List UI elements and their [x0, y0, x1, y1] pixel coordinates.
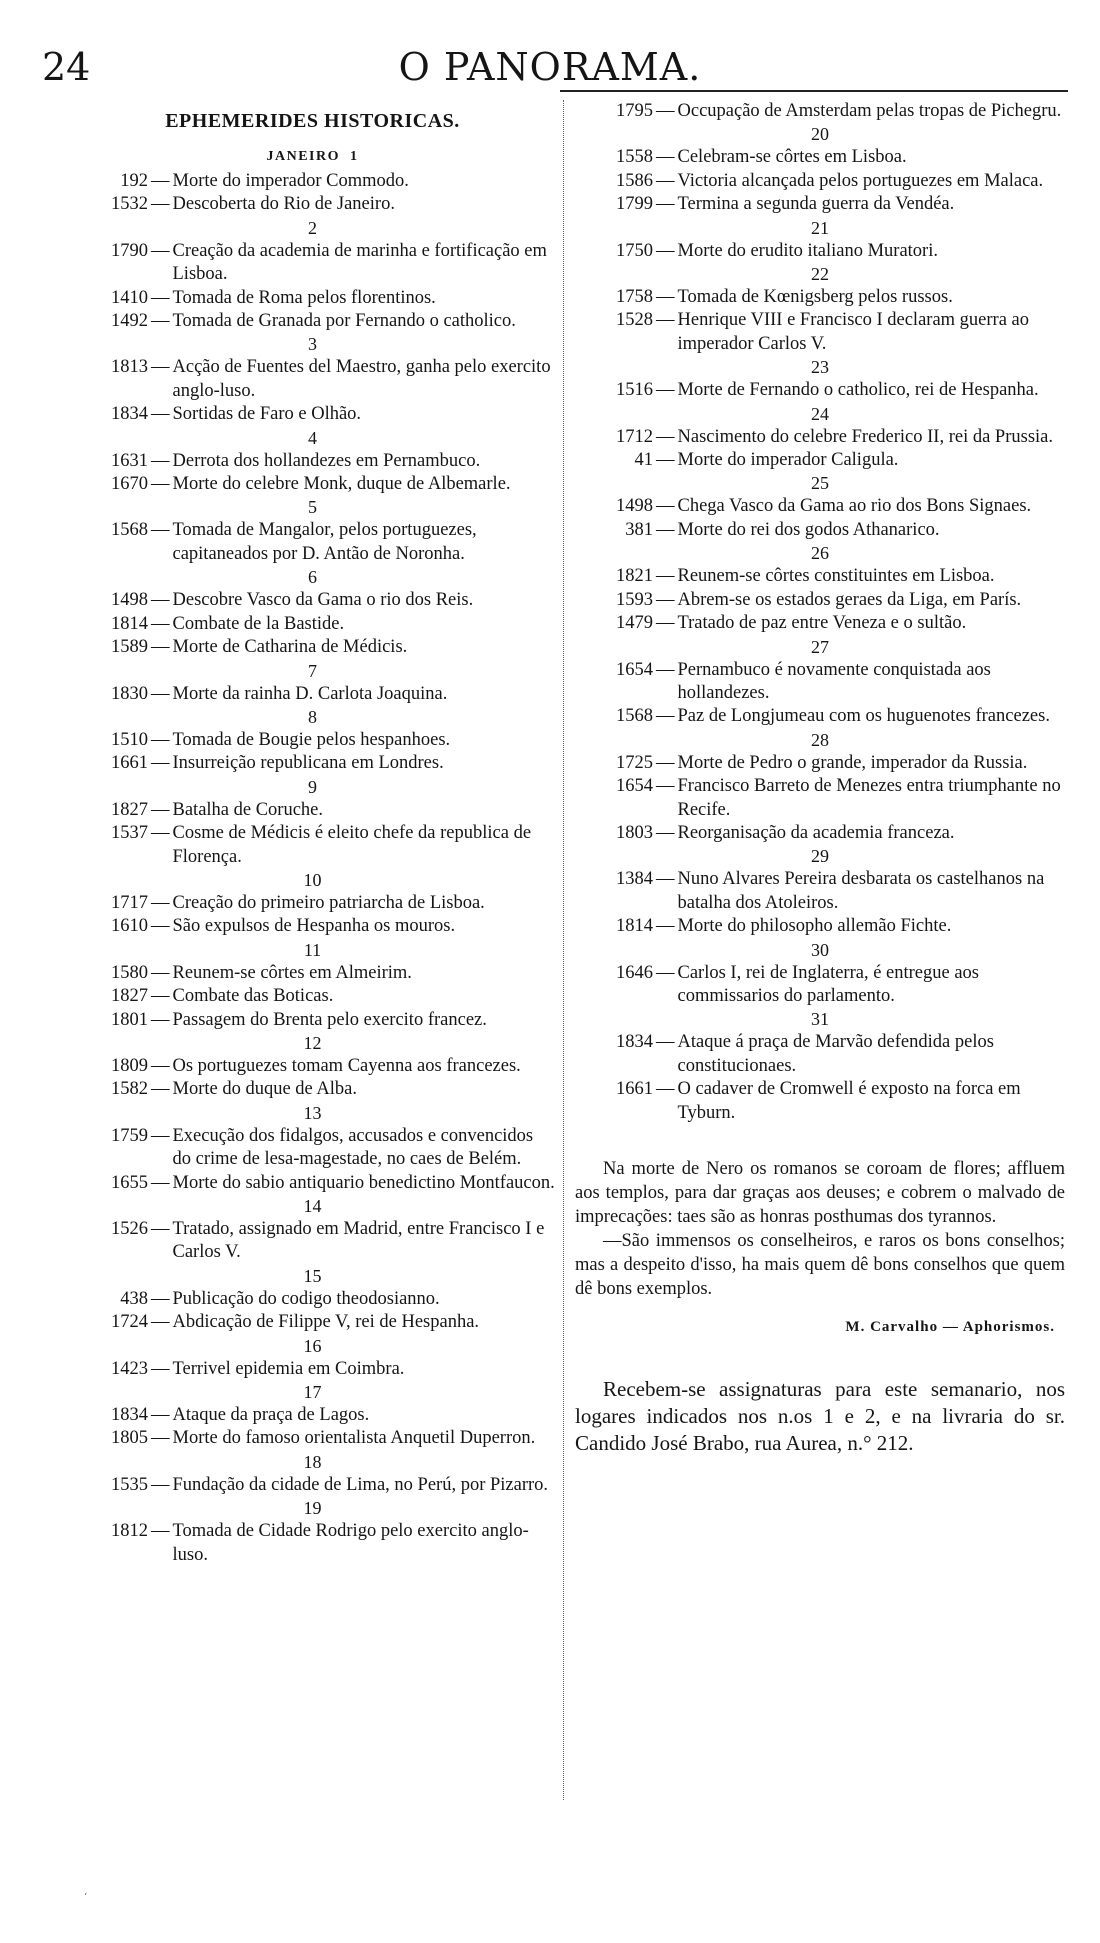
event-text: Morte do sabio antiquario benedictino Montfaucon.: [172, 1172, 555, 1193]
event-entry: [70, 1055, 555, 1078]
event-dash: —: [656, 496, 675, 517]
event-text: Combate de la Bastide.: [172, 613, 345, 634]
event-year: 1801: [111, 1009, 148, 1030]
publication-title: O PANORAMA.: [398, 45, 702, 89]
event-entry: [575, 286, 1065, 309]
event-year: 1758: [616, 287, 653, 308]
day-number: 22: [811, 264, 829, 285]
event-dash: —: [151, 753, 170, 774]
event-entry: [70, 170, 555, 193]
event-year: 1827: [111, 799, 148, 820]
day-number: 23: [811, 357, 829, 378]
event-year: 1712: [616, 426, 653, 447]
event-entry: [575, 449, 1065, 472]
day-number: 14: [303, 1196, 322, 1216]
event-text: Morte de Fernando o catholico, rei de Hespanha.: [677, 380, 1039, 401]
event-text: Abdicação de Filippe V, rei de Hespanha.: [172, 1312, 480, 1333]
event-dash: —: [151, 194, 170, 215]
event-dash: —: [151, 171, 170, 191]
left-column: [70, 108, 555, 1567]
event-entry: [575, 612, 1065, 635]
event-dash: —: [151, 311, 170, 332]
event-dash: —: [151, 799, 170, 820]
event-dash: —: [656, 194, 675, 215]
event-dash: —: [151, 892, 170, 913]
event-dash: —: [151, 590, 170, 611]
event-dash: —: [151, 357, 170, 378]
day-number: 21: [811, 217, 829, 238]
day-number: 28: [811, 729, 829, 750]
event-text: Tomada de Mangalor, pelos portuguezes, capitaneados por D. Antão de Noronha.: [172, 520, 477, 564]
day-number: 6: [308, 567, 317, 588]
event-dash: —: [151, 1219, 170, 1239]
event-year: 1750: [616, 240, 653, 261]
event-entry: [70, 1311, 555, 1334]
event-year: 1654: [616, 776, 653, 797]
event-entry: [70, 1520, 555, 1567]
event-text: Os portuguezes tomam Cayenna aos francezes.: [172, 1055, 521, 1076]
event-entry: [70, 729, 555, 752]
event-text: Descoberta do Rio de Janeiro.: [172, 194, 395, 215]
aphorism-paragraph: Na morte de Nero os romanos se coroam de flores; affluem aos templos, para dar graças aos deuses; e cobrem o malvado de imprecações: taes são as honras posthumas dos tyrannos.: [575, 1159, 1065, 1227]
event-dash: —: [656, 822, 675, 843]
event-text: Morte do celebre Monk, duque de Albemarle.: [172, 474, 511, 495]
event-dash: —: [151, 613, 170, 634]
event-text: São expulsos de Hespanha os mouros.: [172, 916, 456, 937]
event-dash: —: [656, 450, 675, 471]
event-year: 1661: [616, 1079, 653, 1100]
event-text: Tomada de Granada por Fernando o catholico.: [172, 311, 516, 332]
event-text: Pernambuco é novamente conquistada aos hollandezes.: [677, 659, 991, 703]
event-dash: —: [656, 287, 675, 308]
event-dash: —: [151, 1079, 170, 1100]
event-entry: [70, 519, 555, 566]
event-year: 192: [120, 171, 148, 191]
event-text: O cadaver de Cromwell é exposto na forca em Tyburn.: [677, 1079, 1021, 1123]
event-dash: —: [656, 659, 675, 680]
event-year: 1655: [111, 1172, 148, 1193]
event-entry: [575, 752, 1065, 775]
event-entry: [575, 915, 1065, 938]
event-entry: [70, 1125, 555, 1172]
day-number: 15: [303, 1265, 322, 1286]
event-dash: —: [656, 426, 675, 447]
event-dash: —: [151, 1428, 170, 1449]
event-dash: —: [151, 240, 170, 261]
event-year: 1724: [111, 1312, 148, 1333]
event-entry: [70, 962, 555, 985]
event-entry: [70, 915, 555, 938]
event-text: Descobre Vasco da Gama o rio dos Reis.: [172, 590, 474, 611]
event-entry: [70, 1404, 555, 1427]
event-year: 1479: [616, 613, 653, 634]
page-number: 24: [42, 45, 91, 89]
event-entry: [575, 240, 1065, 263]
event-text: Henrique VIII e Francisco I declaram guerra ao imperador Carlos V.: [677, 310, 1029, 354]
event-year: 1610: [111, 916, 148, 937]
event-text: Carlos I, rei de Inglaterra, é entregue aos commissarios do parlamento.: [677, 962, 980, 1006]
day-number: 26: [811, 543, 829, 564]
event-dash: —: [656, 147, 675, 168]
day-number: 16: [303, 1335, 322, 1356]
event-dash: —: [151, 637, 170, 658]
event-year: 1814: [616, 916, 653, 937]
event-text: Ataque á praça de Marvão defendida pelos constitucionaes.: [677, 1032, 994, 1076]
event-text: Combate das Boticas.: [172, 986, 334, 1007]
event-year: 1654: [616, 659, 653, 680]
event-dash: —: [151, 1312, 170, 1333]
event-text: Nascimento do celebre Frederico II, rei da Prussia.: [677, 426, 1054, 447]
event-entry: [575, 1031, 1065, 1078]
event-dash: —: [151, 1521, 170, 1542]
event-year: 1717: [111, 892, 148, 913]
event-dash: —: [151, 1172, 170, 1193]
event-text: Occupação de Amsterdam pelas tropas de Pichegru.: [677, 101, 1062, 121]
event-dash: —: [656, 240, 675, 261]
event-entry: [70, 636, 555, 659]
month-heading: JANEIRO 1: [266, 149, 359, 164]
day-number: 20: [811, 124, 829, 145]
event-year: 1821: [616, 566, 653, 587]
event-dash: —: [656, 613, 675, 634]
event-dash: —: [151, 962, 170, 983]
event-dash: —: [151, 1055, 170, 1076]
event-year: 1646: [616, 962, 653, 983]
event-year: 1790: [111, 240, 148, 261]
event-dash: —: [151, 1358, 170, 1379]
event-year: 1834: [111, 1405, 148, 1426]
event-dash: —: [151, 729, 170, 750]
event-text: Tomada de Kœnigsberg pelos russos.: [677, 287, 953, 308]
day-number: 9: [308, 776, 317, 797]
day-number: 13: [303, 1102, 322, 1123]
aphorisms-author: M. Carvalho — Aphorismos.: [845, 1319, 1055, 1335]
event-text: Tratado de paz entre Veneza e o sultão.: [677, 613, 967, 634]
event-text: Reunem-se côrtes constituintes em Lisboa.: [677, 566, 995, 587]
event-text: Morte do imperador Caligula.: [677, 450, 899, 471]
event-entry: [575, 426, 1065, 449]
page-header: [0, 44, 1100, 94]
event-text: Publicação do codigo theodosianno.: [172, 1288, 440, 1309]
event-text: Tomada de Bougie pelos hespanhoes.: [172, 729, 451, 750]
day-number: 31: [811, 1009, 829, 1030]
event-entry: [70, 310, 555, 333]
event-entry: [575, 170, 1065, 193]
event-year: 381: [625, 519, 653, 540]
event-year: 1535: [111, 1474, 148, 1495]
event-entry: [70, 1172, 555, 1195]
event-year: 1498: [111, 590, 148, 611]
event-year: 1423: [111, 1358, 148, 1379]
event-year: 1384: [616, 869, 653, 890]
event-text: Reorganisação da academia franceza.: [677, 822, 955, 843]
right-column: [575, 100, 1065, 1457]
day-number: 24: [811, 403, 829, 424]
event-year: 1582: [111, 1079, 148, 1100]
event-year: 1516: [616, 380, 653, 401]
event-entry: [70, 613, 555, 636]
event-year: 1498: [616, 496, 653, 517]
event-text: Francisco Barreto de Menezes entra triumphante no Recife.: [677, 776, 1061, 820]
event-entry: [575, 495, 1065, 518]
event-entry: [575, 868, 1065, 915]
event-entry: [575, 146, 1065, 169]
event-entry: [70, 473, 555, 496]
event-dash: —: [656, 962, 675, 983]
event-text: Tomada de Roma pelos florentinos.: [172, 287, 436, 308]
event-year: 41: [634, 450, 653, 471]
event-text: Terrivel epidemia em Coimbra.: [172, 1358, 405, 1379]
day-number: 5: [308, 497, 317, 518]
event-year: 1537: [111, 823, 148, 844]
event-text: Abrem-se os estados geraes da Liga, em París.: [677, 589, 1022, 610]
event-year: 1593: [616, 589, 653, 610]
event-year: 438: [120, 1288, 148, 1309]
event-dash: —: [151, 986, 170, 1007]
event-dash: —: [151, 287, 170, 308]
event-dash: —: [151, 916, 170, 937]
event-text: Insurreição republicana em Londres.: [172, 753, 444, 774]
event-entry: [70, 799, 555, 822]
header-rule: [560, 90, 1068, 92]
event-entry: [575, 962, 1065, 1009]
event-entry: [70, 892, 555, 915]
event-year: 1589: [111, 637, 148, 658]
event-entry: [70, 683, 555, 706]
day-number: 12: [303, 1032, 322, 1053]
day-number: 17: [303, 1382, 322, 1403]
event-entry: [575, 565, 1065, 588]
event-text: Ataque da praça de Lagos.: [172, 1405, 370, 1426]
day-number: 3: [308, 334, 317, 355]
event-dash: —: [151, 404, 170, 425]
event-entry: [575, 100, 1065, 123]
event-entry: [70, 1288, 555, 1311]
event-year: 1834: [616, 1032, 653, 1053]
event-entry: [70, 356, 555, 403]
event-entry: [575, 1078, 1065, 1125]
event-text: Paz de Longjumeau com os huguenotes francezes.: [677, 706, 1050, 727]
event-dash: —: [656, 589, 675, 610]
event-dash: —: [151, 1009, 170, 1030]
day-number: 4: [308, 427, 317, 448]
column-divider: [563, 100, 564, 1800]
event-entry: [70, 589, 555, 612]
event-text: Morte do duque de Alba.: [172, 1079, 357, 1100]
event-dash: —: [656, 170, 675, 191]
event-entry: [575, 589, 1065, 612]
event-year: 1580: [111, 962, 148, 983]
ink-mark: ʻ: [84, 1892, 88, 1903]
event-dash: —: [656, 1032, 675, 1053]
event-dash: —: [656, 566, 675, 587]
event-dash: —: [656, 916, 675, 937]
section-title: EPHEMERIDES HISTORICAS.: [165, 110, 460, 132]
event-dash: —: [151, 450, 170, 471]
event-entry: [70, 1358, 555, 1381]
right-ephemerides-list: [575, 100, 1065, 1125]
day-number: 25: [811, 473, 829, 494]
event-dash: —: [656, 776, 675, 797]
day-number: 19: [303, 1498, 322, 1519]
event-dash: —: [151, 1405, 170, 1426]
event-text: Morte do erudito italiano Muratori.: [677, 240, 938, 261]
event-text: Celebram-se côrtes em Lisboa.: [677, 147, 907, 168]
event-year: 1830: [111, 683, 148, 704]
event-dash: —: [656, 706, 675, 727]
event-dash: —: [151, 474, 170, 495]
event-year: 1795: [616, 101, 653, 121]
event-year: 1803: [616, 822, 653, 843]
event-dash: —: [151, 1288, 170, 1309]
event-entry: [70, 450, 555, 473]
day-number: 2: [308, 217, 317, 238]
day-number: 8: [308, 706, 317, 727]
event-text: Morte do rei dos godos Athanarico.: [677, 519, 940, 540]
event-text: Morte de Catharina de Médicis.: [172, 637, 408, 658]
event-text: Termina a segunda guerra da Vendéa.: [677, 194, 955, 215]
event-dash: —: [151, 683, 170, 704]
event-text: Cosme de Médicis é eleito chefe da republica de Florença.: [172, 823, 532, 867]
event-dash: —: [656, 310, 675, 331]
event-entry: [70, 985, 555, 1008]
event-dash: —: [656, 101, 675, 121]
event-year: 1799: [616, 194, 653, 215]
event-text: Batalha de Coruche.: [172, 799, 324, 820]
event-year: 1759: [111, 1125, 148, 1146]
event-dash: —: [656, 869, 675, 890]
day-number: 10: [303, 869, 322, 890]
event-entry: [70, 1427, 555, 1450]
event-text: Fundação da cidade de Lima, no Perú, por Pizarro.: [172, 1474, 549, 1495]
day-number: 11: [303, 939, 322, 960]
event-text: Reunem-se côrtes em Almeirim.: [172, 962, 412, 983]
event-year: 1725: [616, 752, 653, 773]
day-number: 29: [811, 846, 829, 867]
event-dash: —: [656, 380, 675, 401]
event-entry: [575, 705, 1065, 728]
subscription-notice: Recebem-se assignaturas para este semanario, nos logares indicados nos n.os 1 e 2, e na livraria do sr. Candido José Brabo, rua Aurea, n.° 212.: [575, 1377, 1065, 1455]
day-number: 18: [303, 1451, 322, 1472]
event-year: 1834: [111, 404, 148, 425]
day-number: 30: [811, 939, 829, 960]
event-text: Nuno Alvares Pereira desbarata os castelhanos na batalha dos Atoleiros.: [677, 869, 1045, 913]
left-ephemerides-list: [70, 170, 555, 1567]
event-year: 1528: [616, 310, 653, 331]
day-number: 7: [308, 660, 317, 681]
event-entry: [70, 193, 555, 216]
event-year: 1805: [111, 1428, 148, 1449]
event-dash: —: [656, 1079, 675, 1100]
event-text: Tomada de Cidade Rodrigo pelo exercito anglo-luso.: [172, 1521, 529, 1565]
event-year: 1410: [111, 287, 148, 308]
event-text: Acção de Fuentes del Maestro, ganha pelo exercito anglo-luso.: [172, 357, 551, 401]
event-entry: [575, 309, 1065, 356]
event-text: Morte do philosopho allemão Fichte.: [677, 916, 952, 937]
event-text: Creação do primeiro patriarcha de Lisboa.: [172, 892, 485, 913]
event-entry: [575, 379, 1065, 402]
event-dash: —: [151, 1125, 170, 1146]
event-year: 1510: [111, 729, 148, 750]
event-text: Victoria alcançada pelos portuguezes em Malaca.: [677, 170, 1044, 191]
event-dash: —: [656, 519, 675, 540]
event-text: Morte do imperador Commodo.: [172, 171, 409, 191]
event-text: Derrota dos hollandezes em Pernambuco.: [172, 450, 481, 471]
event-entry: [70, 1474, 555, 1497]
event-text: Execução dos fidalgos, accusados e convencidos do crime de lesa-magestade, no caes de Belém.: [172, 1125, 534, 1170]
event-year: 1814: [111, 613, 148, 634]
event-text: Passagem do Brenta pelo exercito francez.: [172, 1009, 487, 1030]
event-text: Chega Vasco da Gama ao rio dos Bons Signaes.: [677, 496, 1032, 517]
event-dash: —: [656, 752, 675, 773]
event-year: 1813: [111, 357, 148, 378]
event-year: 1568: [616, 706, 653, 727]
event-entry: [575, 659, 1065, 706]
event-year: 1586: [616, 170, 653, 191]
event-entry: [70, 822, 555, 869]
event-year: 1827: [111, 986, 148, 1007]
event-text: Morte de Pedro o grande, imperador da Russia.: [677, 752, 1028, 773]
event-text: Tratado, assignado em Madrid, entre Francisco I e Carlos V.: [172, 1219, 545, 1263]
event-year: 1526: [111, 1219, 148, 1239]
event-entry: [70, 1218, 555, 1265]
event-text: Creação da academia de marinha e fortificação em Lisboa.: [172, 240, 547, 285]
event-entry: [70, 240, 555, 287]
aphorism-paragraph: —São immensos os conselheiros, e raros os bons conselhos; mas a despeito d'isso, ha mais quem dê bons conselhos que quem dê bons exemplos.: [575, 1231, 1065, 1299]
event-dash: —: [151, 1474, 170, 1495]
event-entry: [575, 193, 1065, 216]
event-year: 1631: [111, 450, 148, 471]
event-entry: [575, 822, 1065, 845]
event-year: 1812: [111, 1521, 148, 1542]
event-entry: [575, 519, 1065, 542]
day-number: 27: [811, 636, 829, 657]
event-entry: [70, 1009, 555, 1032]
event-text: Morte do famoso orientalista Anquetil Duperron.: [172, 1428, 536, 1449]
event-year: 1568: [111, 520, 148, 541]
event-text: Sortidas de Faro e Olhão.: [172, 404, 362, 425]
event-dash: —: [151, 520, 170, 541]
event-year: 1661: [111, 753, 148, 774]
event-year: 1809: [111, 1055, 148, 1076]
event-entry: [70, 1078, 555, 1101]
event-entry: [575, 775, 1065, 822]
event-year: 1670: [111, 474, 148, 495]
event-entry: [70, 752, 555, 775]
event-entry: [70, 287, 555, 310]
event-year: 1492: [111, 311, 148, 332]
event-entry: [70, 403, 555, 426]
event-text: Morte da rainha D. Carlota Joaquina.: [172, 683, 448, 704]
event-dash: —: [151, 823, 170, 844]
event-year: 1532: [111, 194, 148, 215]
event-year: 1558: [616, 147, 653, 168]
